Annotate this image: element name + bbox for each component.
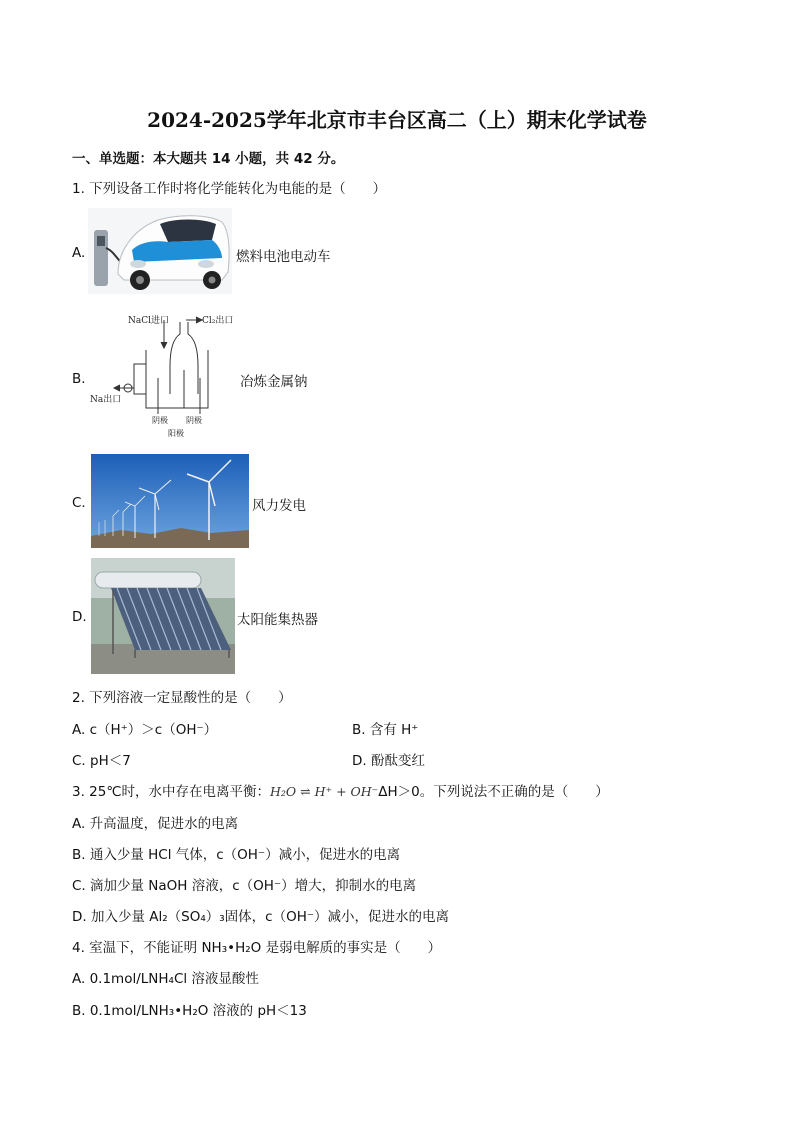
diagram-anode-label: 阳极	[168, 429, 184, 438]
q3-option-d: D. 加入少量 Al₂（SO₄）₃固体，c（OH⁻）减小，促进水的电离	[72, 909, 450, 925]
q3-option-a: A. 升高温度，促进水的电离	[72, 816, 239, 832]
q2-option-b: B. 含有 H⁺	[352, 722, 419, 738]
diagram-cathode-label-2: 阴极	[186, 416, 202, 425]
diagram-cl2-outlet-label: Cl₂出口	[202, 316, 234, 326]
q4-option-a: A. 0.1mol/LNH₄Cl 溶液显酸性	[72, 971, 259, 987]
q4-option-b: B. 0.1mol/LNH₃•H₂O 溶液的 pH＜13	[72, 1003, 307, 1019]
q3-option-b: B. 通入少量 HCl 气体，c（OH⁻）减小，促进水的电离	[72, 847, 401, 863]
q1-option-b-caption: 冶炼金属钠	[240, 374, 308, 390]
q2-option-a: A. c（H⁺）＞c（OH⁻）	[72, 722, 218, 738]
page-title: 2024-2025学年北京市丰台区高二（上）期末化学试卷	[147, 108, 647, 132]
diagram-na-outlet-label: Na出口	[90, 395, 122, 405]
question-1-stem: 1. 下列设备工作时将化学能转化为电能的是（ ）	[72, 181, 387, 197]
diagram-nacl-inlet-label: NaCl进口	[128, 316, 170, 326]
q3-equilibrium-formula: H₂O ⇌ H⁺ + OH⁻	[270, 784, 379, 799]
question-3-stem	[72, 780, 609, 800]
q1-option-c-label: C.	[72, 495, 86, 511]
question-2-stem: 2. 下列溶液一定显酸性的是（ ）	[72, 690, 292, 706]
electrolysis-cell-diagram	[88, 308, 238, 444]
diagram-cathode-label-1: 阴极	[152, 416, 168, 425]
question-4-stem: 4. 室温下，不能证明 NH₃•H₂O 是弱电解质的事实是（ ）	[72, 940, 442, 956]
ev-car-image	[88, 208, 232, 294]
q1-option-b-label: B.	[72, 371, 86, 387]
q3-stem-prefix: 3. 25℃时，水中存在电离平衡：	[72, 784, 271, 800]
wind-turbines-image	[91, 454, 249, 548]
q3-option-c: C. 滴加少量 NaOH 溶液，c（OH⁻）增大，抑制水的电离	[72, 878, 417, 894]
q1-option-a-label: A.	[72, 245, 86, 261]
q2-option-c: C. pH＜7	[72, 753, 131, 769]
q1-option-d-label: D.	[72, 609, 87, 625]
q3-stem-suffix: ΔH＞0。下列说法不正确的是（ ）	[378, 784, 609, 800]
q2-option-d: D. 酚酞变红	[352, 753, 425, 769]
q1-option-c-caption: 风力发电	[252, 498, 306, 514]
solar-collector-image	[91, 558, 235, 674]
q1-option-d-caption: 太阳能集热器	[237, 612, 318, 628]
q1-option-a-caption: 燃料电池电动车	[236, 249, 331, 265]
section-heading: 一、单选题：本大题共 14 小题，共 42 分。	[72, 151, 345, 167]
